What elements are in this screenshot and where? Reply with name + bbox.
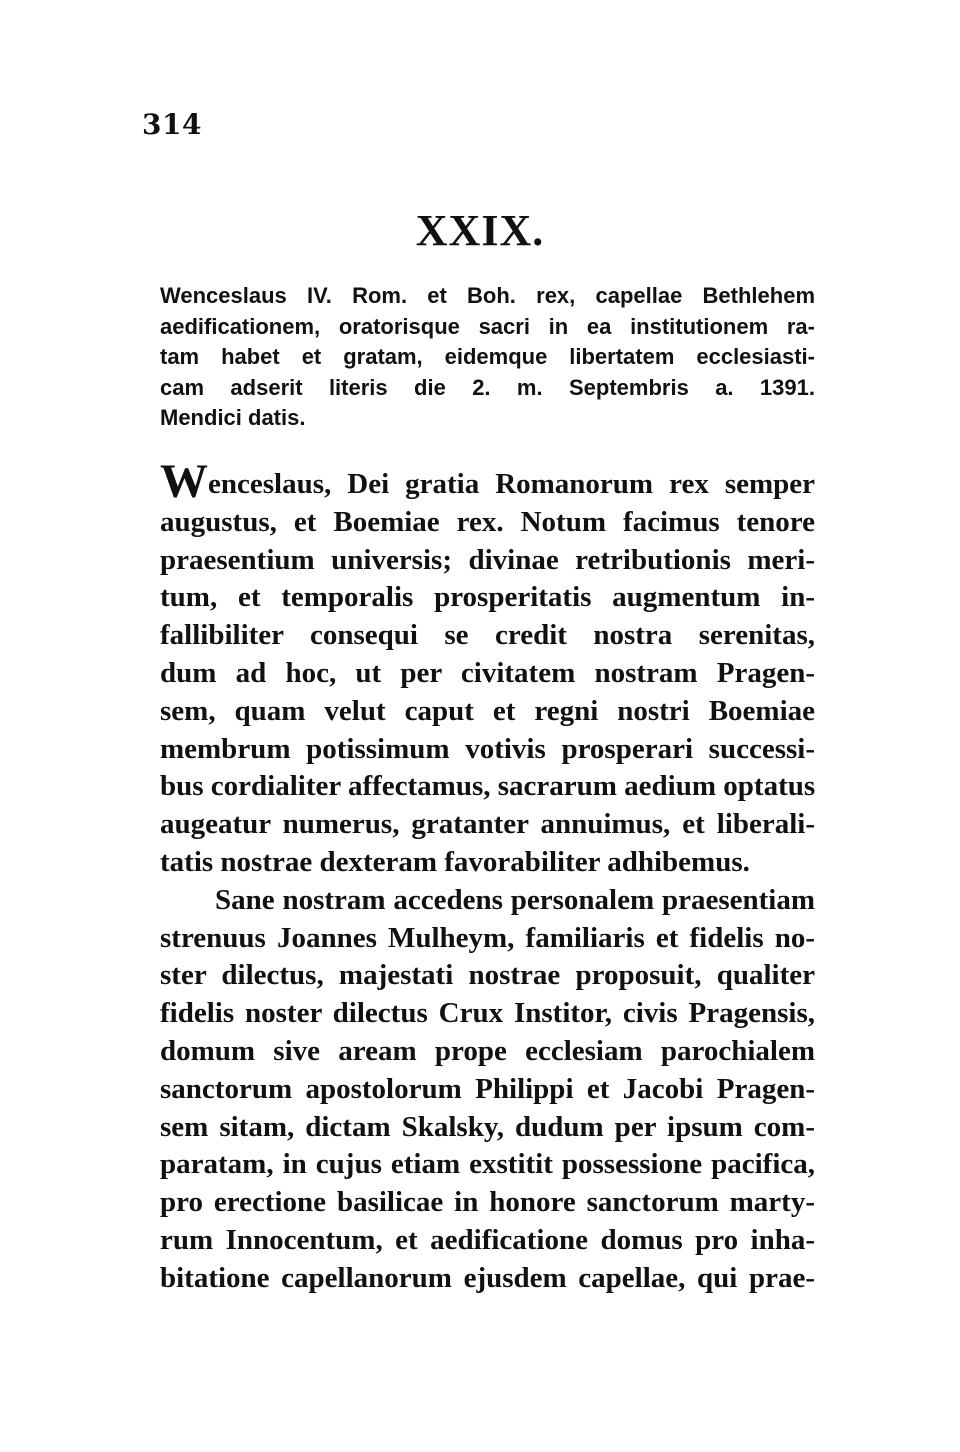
- body-line: pro erectione basilicae in honore sanctorum marty-: [160, 1186, 815, 1219]
- body-line: sanctorum apostolorum Philippi et Jacobi Pragen-: [160, 1072, 815, 1105]
- regest-line: aedificationem, oratorisque sacri in ea institutionem ra-: [160, 313, 815, 339]
- body-line: sem, quam velut caput et regni nostri Boemiae: [160, 694, 815, 727]
- page-number: 314: [142, 108, 202, 141]
- body-line-paragraph-end: tatis nostrae dexteram favorabiliter adhibemus.: [160, 845, 750, 878]
- body-line-first: [160, 455, 815, 508]
- body-line: augustus, et Boemiae rex. Notum facimus tenore: [160, 505, 815, 538]
- body-line: membrum potissimum votivis prosperari successi-: [160, 732, 815, 765]
- body-line: rum Innocentum, et aedificatione domus pro inha-: [160, 1223, 815, 1256]
- body-line: praesentium universis; divinae retributionis meri-: [160, 543, 815, 576]
- body-line: paratam, in cujus etiam exstitit possessione pacifica,: [160, 1148, 815, 1181]
- body-line: domum sive aream prope ecclesiam parochialem: [160, 1034, 815, 1067]
- body-line: augeatur numerus, gratanter annuimus, et liberali-: [160, 808, 815, 841]
- regest-line: Wenceslaus IV. Rom. et Boh. rex, capellae Bethlehem: [160, 283, 815, 308]
- charter-body-text: [160, 455, 816, 1298]
- body-line: strenuus Joannes Mulheym, familiaris et fidelis no-: [160, 921, 815, 954]
- body-line: fallibiliter consequi se credit nostra serenitas,: [160, 619, 815, 652]
- regest-summary: [160, 281, 815, 434]
- body-line-text: enceslaus, Dei gratia Romanorum rex semper: [208, 468, 815, 500]
- body-line: ster dilectus, majestati nostrae proposuit, qualiter: [160, 959, 815, 992]
- regest-line: cam adserit literis die 2. m. Septembris a. 1391.: [160, 374, 815, 400]
- body-line: fidelis noster dilectus Crux Institor, civis Pragensis,: [160, 997, 815, 1030]
- body-line: bitatione capellanorum ejusdem capellae, qui prae-: [160, 1261, 815, 1294]
- drop-cap-letter: W: [160, 455, 208, 508]
- body-line: tum, et temporalis prosperitatis augmentum in-: [160, 581, 815, 614]
- body-line: sem sitam, dictam Skalsky, dudum per ipsum com-: [160, 1110, 815, 1143]
- body-line: dum ad hoc, ut per civitatem nostram Pragen-: [160, 656, 815, 689]
- document-number-heading: XXIX.: [415, 206, 545, 255]
- body-line: bus cordialiter affectamus, sacrarum aedium optatus: [160, 770, 816, 803]
- body-line-paragraph-start: Sane nostram accedens personalem praesentiam: [215, 883, 815, 916]
- regest-line: Mendici datis.: [160, 405, 306, 430]
- regest-line: tam habet et gratam, eidemque libertatem ecclesiasti-: [160, 344, 815, 369]
